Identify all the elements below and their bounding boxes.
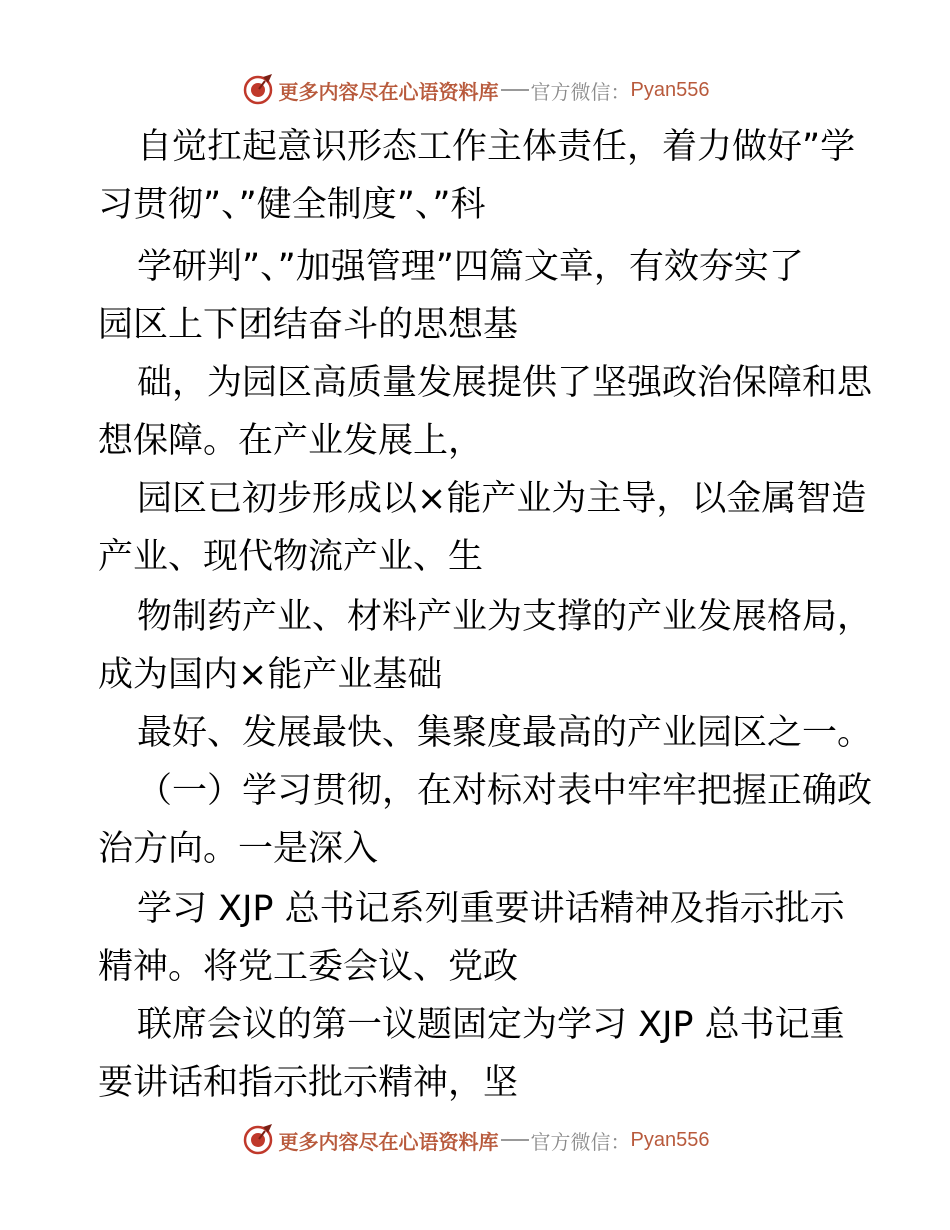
quill-circle-logo-icon [241, 73, 275, 107]
watermark-banner-bottom [0, 1122, 950, 1158]
body-line: 学习 XJP 总书记系列重要讲话精神及指示批示 [137, 889, 845, 929]
watermark-sub-text: 官方微信： [530, 79, 631, 104]
watermark-main-text: 更多内容尽在心语资料库 [278, 1129, 499, 1154]
watermark-main-text: 更多内容尽在心语资料库 [278, 79, 499, 104]
body-line: 自觉扛起意识形态工作主体责任，着力做好”学 [137, 127, 856, 167]
body-line: 想保障。在产业发展上， [98, 421, 484, 461]
watermark-sub-text: 官方微信： [530, 1129, 631, 1154]
body-line: 园区已初步形成以×能产业为主导，以金属智造 [137, 479, 867, 519]
body-line: 治方向。一是深入 [98, 829, 379, 869]
body-line: 习贯彻”、”健全制度”、”科 [98, 185, 486, 225]
quill-circle-logo-icon [241, 1123, 275, 1157]
watermark-dash [501, 1139, 529, 1141]
body-line: 物制药产业、材料产业为支撑的产业发展格局， [137, 597, 873, 637]
body-line: 产业、现代物流产业、生 [98, 537, 484, 577]
body-line: 联席会议的第一议题固定为学习 XJP 总书记重 [137, 1005, 845, 1045]
watermark-wechat-id: Pyan556 [630, 1128, 710, 1151]
body-line: 园区上下团结奋斗的思想基 [98, 305, 519, 345]
body-line: 要讲话和指示批示精神，坚 [98, 1063, 519, 1103]
body-line: （一）学习贯彻，在对标对表中牢牢把握正确政 [137, 771, 873, 811]
body-line: 础，为园区高质量发展提供了坚强政治保障和思 [137, 363, 873, 403]
body-line: 精神。将党工委会议、党政 [98, 947, 519, 987]
body-line: 学研判”、”加强管理”四篇文章，有效夯实了 [137, 247, 804, 287]
watermark-banner-top [0, 72, 950, 108]
body-line: 最好、发展最快、集聚度最高的产业园区之一。 [137, 713, 873, 753]
watermark-dash [501, 89, 529, 91]
body-line: 成为国内×能产业基础 [98, 655, 443, 695]
watermark-wechat-id: Pyan556 [630, 78, 710, 101]
